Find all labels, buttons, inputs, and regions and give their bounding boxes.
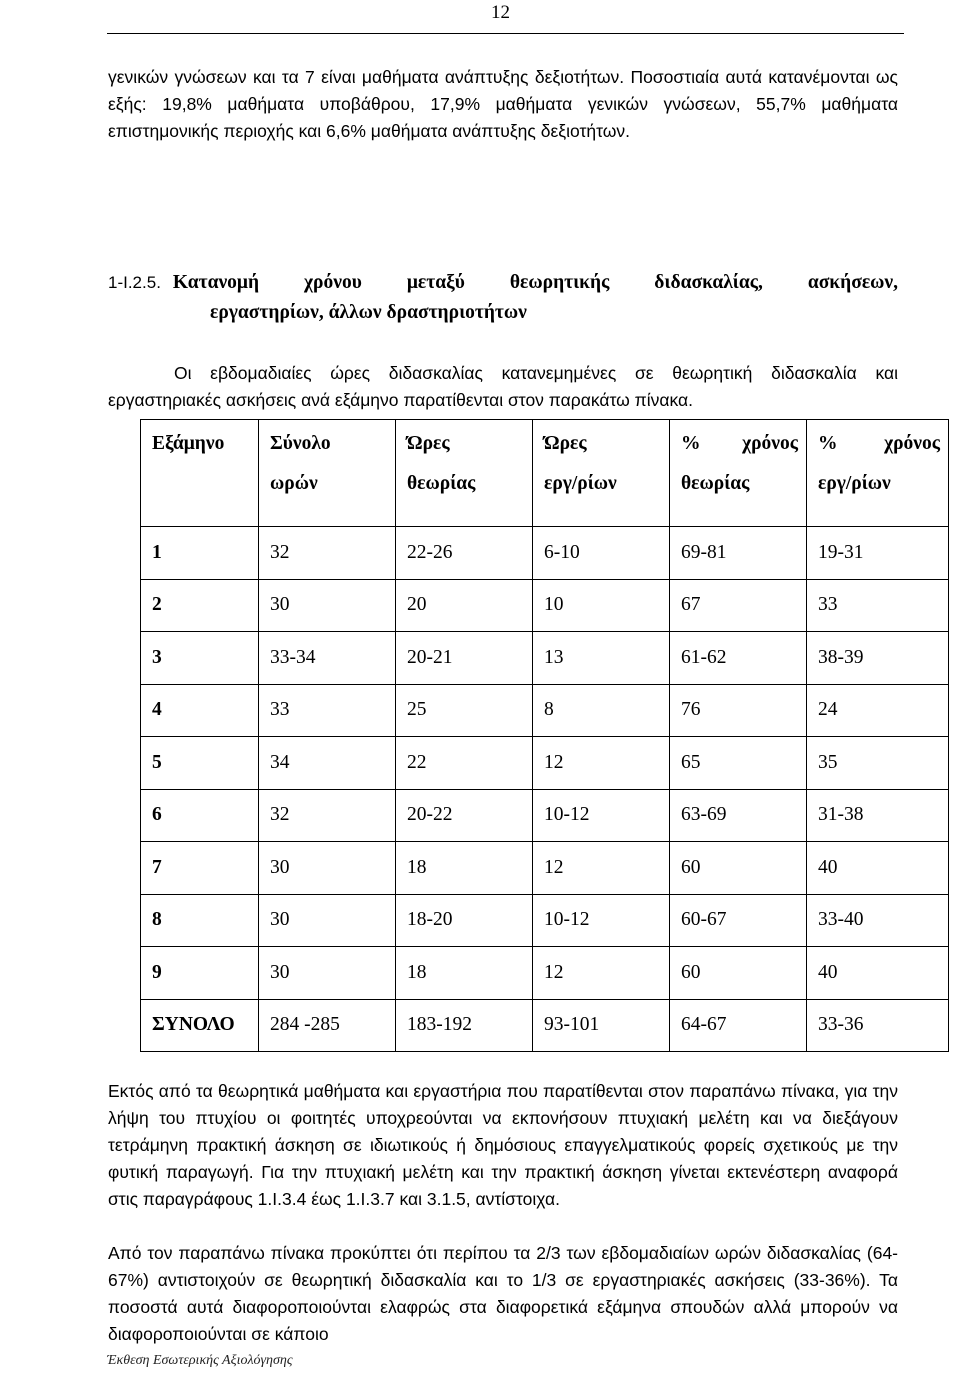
table-cell: 61-62 — [670, 632, 807, 685]
table-cell: 67 — [670, 579, 807, 632]
table-cell: 12 — [533, 947, 670, 1000]
header-semester: Εξάμηνο — [141, 420, 259, 527]
table-cell: 30 — [259, 579, 396, 632]
table-cell: 10 — [533, 579, 670, 632]
table-cell: 183-192 — [396, 999, 533, 1052]
intro-paragraph: γενικών γνώσεων και τα 7 είναι μαθήματα ανάπτυξης δεξιοτήτων. Ποσοστιαία αυτά κατανέμονται ως εξής: 19,8% μαθήματα υποβάθρου, 17,9% μαθήματα γενικών γνώσεων, 55,7% μαθήματα επιστημονικής περιοχής και 6,6% μαθήματα ανάπτυξης δεξιοτήτων. — [108, 67, 898, 141]
table-cell: 5 — [141, 737, 259, 790]
table-cell: 63-69 — [670, 789, 807, 842]
table-cell: 1 — [141, 527, 259, 580]
table-cell: 20-22 — [396, 789, 533, 842]
table-cell: 33 — [807, 579, 949, 632]
table-cell: 6-10 — [533, 527, 670, 580]
section-heading — [108, 268, 898, 328]
table-cell: 12 — [533, 842, 670, 895]
table-row — [141, 737, 949, 790]
table-cell: 8 — [533, 684, 670, 737]
table-cell: 65 — [670, 737, 807, 790]
table-cell: 18 — [396, 842, 533, 895]
section-title-line1: Κατανομή χρόνου μεταξύ θεωρητικής διδασκαλίας, ασκήσεων, — [172, 272, 898, 293]
table-row — [141, 684, 949, 737]
header-theory-percent: % χρόνος θεωρίας — [670, 420, 807, 527]
hours-distribution-table — [140, 419, 949, 1052]
table-cell: 2 — [141, 579, 259, 632]
table-cell: 8 — [141, 894, 259, 947]
header-theory-hours: Ώρες θεωρίας — [396, 420, 533, 527]
table-cell: 69-81 — [670, 527, 807, 580]
table-cell: 19-31 — [807, 527, 949, 580]
table-cell: 22 — [396, 737, 533, 790]
table-cell: 34 — [259, 737, 396, 790]
table-cell: 18 — [396, 947, 533, 1000]
table-cell: 33 — [259, 684, 396, 737]
table-row — [141, 579, 949, 632]
table-cell: 25 — [396, 684, 533, 737]
table-cell: 31-38 — [807, 789, 949, 842]
table-cell: 6 — [141, 789, 259, 842]
table-cell: 64-67 — [670, 999, 807, 1052]
table-cell: 30 — [259, 894, 396, 947]
table-cell: 30 — [259, 947, 396, 1000]
footer-text: Έκθεση Εσωτερικής Αξιολόγησης — [107, 1353, 293, 1368]
table-cell: 12 — [533, 737, 670, 790]
table-cell: 10-12 — [533, 894, 670, 947]
table-cell: 20-21 — [396, 632, 533, 685]
table-cell: 9 — [141, 947, 259, 1000]
table-cell: 284 -285 — [259, 999, 396, 1052]
table-cell: 32 — [259, 789, 396, 842]
table-row — [141, 999, 949, 1052]
table-cell: 13 — [533, 632, 670, 685]
table-cell: 60 — [670, 842, 807, 895]
table-cell: 24 — [807, 684, 949, 737]
header-lab-hours: Ώρες εργ/ρίων — [533, 420, 670, 527]
table-cell: 93-101 — [533, 999, 670, 1052]
table-row — [141, 842, 949, 895]
table-cell: 40 — [807, 947, 949, 1000]
table-cell: 7 — [141, 842, 259, 895]
header-rule — [107, 33, 904, 34]
section-number: 1-I.2.5. — [108, 273, 161, 292]
table-row — [141, 527, 949, 580]
table-cell: 60-67 — [670, 894, 807, 947]
table-cell: 18-20 — [396, 894, 533, 947]
table-intro-paragraph: Οι εβδομαδιαίες ώρες διδασκαλίας κατανεμημένες σε θεωρητική διδασκαλία και εργαστηριακές ασκήσεις ανά εξάμηνο παρατίθενται στον παρακάτω πίνακα. — [108, 363, 898, 410]
table-cell: 22-26 — [396, 527, 533, 580]
conclusion-paragraph: Από τον παραπάνω πίνακα προκύπτει ότι περίπου τα 2/3 των εβδομαδιαίων ωρών διδασκαλίας (64-67%) αντιστοιχούν σε θεωρητική διδασκαλία και το 1/3 σε εργαστηριακές ασκήσεις (33-36%). Τα ποσοστά αυτά διαφοροποιούνται ελαφρώς στα διαφορετικά εξάμηνα σπουδών αλλά μπορούν να διαφοροποιούνται σε κάποιο — [108, 1243, 898, 1344]
table-cell: 33-34 — [259, 632, 396, 685]
table-cell: 10-12 — [533, 789, 670, 842]
table-row — [141, 632, 949, 685]
table-cell: 4 — [141, 684, 259, 737]
table-cell: 20 — [396, 579, 533, 632]
table-cell: 60 — [670, 947, 807, 1000]
table-cell: 33-36 — [807, 999, 949, 1052]
table-cell: 40 — [807, 842, 949, 895]
after-table-paragraph: Εκτός από τα θεωρητικά μαθήματα και εργαστήρια που παρατίθενται στον παραπάνω πίνακα, για την λήψη του πτυχίου οι φοιτητές υποχρεούνται να εκπονήσουν πτυχιακή μελέτη και να διεξάγουν τετράμηνη πρακτική άσκηση σε ιδιωτικούς ή δημόσιους επαγγελματικούς φορείς σχετικούς με την φυτική παραγωγή. Για την πτυχιακή μελέτη και την πρακτική άσκηση γίνεται εκτενέστερη αναφορά στις παραγράφους 1.I.3.4 έως 1.I.3.7 και 3.1.5, αντίστοιχα. — [108, 1081, 898, 1209]
table-cell: 76 — [670, 684, 807, 737]
section-title-line2: εργαστηρίων, άλλων δραστηριοτήτων — [210, 302, 527, 323]
header-lab-percent: % χρόνος εργ/ρίων — [807, 420, 949, 527]
table-cell: 38-39 — [807, 632, 949, 685]
table-row — [141, 947, 949, 1000]
table-cell: 33-40 — [807, 894, 949, 947]
header-total-hours: Σύνολο ωρών — [259, 420, 396, 527]
table-cell: ΣΥΝΟΛΟ — [141, 999, 259, 1052]
page-number: 12 — [491, 2, 510, 23]
table-cell: 3 — [141, 632, 259, 685]
table-header-row — [141, 420, 949, 527]
table-cell: 32 — [259, 527, 396, 580]
table-cell: 30 — [259, 842, 396, 895]
table-cell: 35 — [807, 737, 949, 790]
table-row — [141, 789, 949, 842]
table-row — [141, 894, 949, 947]
